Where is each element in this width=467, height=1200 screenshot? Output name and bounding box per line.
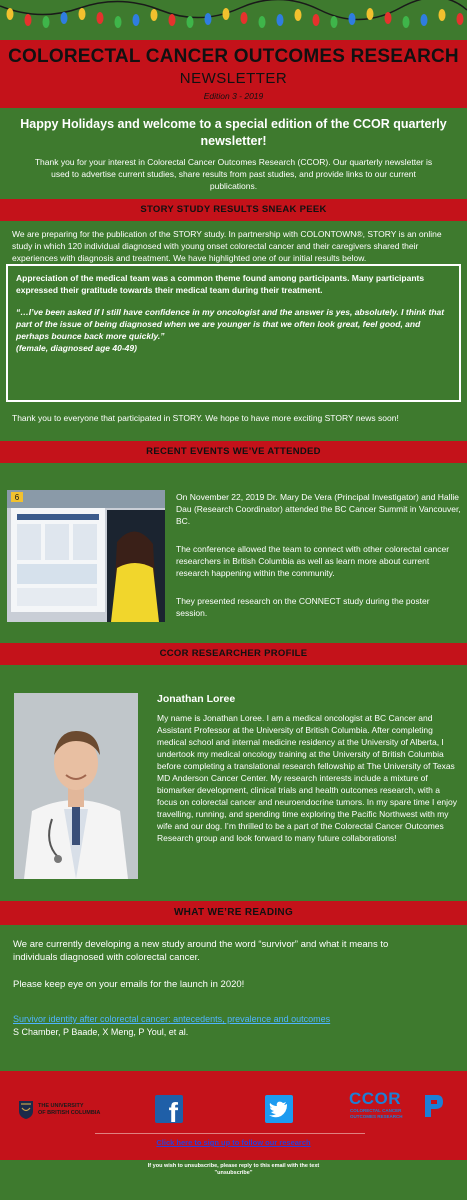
christmas-lights-banner [0, 0, 467, 40]
holiday-greeting: Happy Holidays and welcome to a special edition of the CCOR quarterly newsletter! [20, 117, 447, 148]
footer [0, 1071, 467, 1160]
ubc-logo[interactable] [18, 1100, 128, 1122]
events-p3: They presented research on the CONNECT study during the poster session. [176, 596, 430, 618]
researcher-photo [14, 693, 138, 879]
ubc-crest-icon [18, 1100, 34, 1120]
ccor-logo-text: CCOR [349, 1089, 402, 1108]
reading-heading: WHAT WE’RE READING [0, 901, 467, 925]
quote-box [6, 264, 461, 402]
ubc-line1: THE UNIVERSITY [38, 1103, 84, 1109]
ccor-logo[interactable] [349, 1089, 449, 1125]
story-heading: STORY STUDY RESULTS SNEAK PEEK [0, 199, 467, 221]
events-p2: The conference allowed the team to connect with other colorectal cancer researchers in British Columbia as well as learn more about current research happening within the community. [176, 544, 450, 578]
quote-lead: Appreciation of the medical team was a common theme found among participants. Many participants expressed their gratitude towards their medical team during their treatment. [16, 273, 425, 295]
quote-attribution: (female, diagnosed age 40-49) [16, 343, 137, 353]
reading-p2: Please keep eye on your emails for the launch in 2020! [13, 979, 245, 990]
researcher-image [14, 693, 138, 879]
newsletter-header [0, 40, 467, 108]
newsletter-title: COLORECTAL CANCER OUTCOMES RESEARCH [8, 46, 459, 67]
ccor-sub2: OUTCOMES RESEARCH [350, 1113, 403, 1119]
ccor-sub1: COLORECTAL CANCER [350, 1108, 402, 1113]
facebook-icon[interactable] [155, 1095, 183, 1123]
events-heading: RECENT EVENTS WE’VE ATTENDED [0, 441, 467, 463]
profile-heading: CCOR RESEARCHER PROFILE [0, 643, 467, 665]
participant-quote: “…I’ve been asked if I still have confidence in my oncologist and the answer is yes, absolutely. I think that part of the issue of being diagnosed when we are younger is that we often look great, feel good, and perhaps bounce back more quickly.” [16, 307, 445, 341]
researcher-bio: My name is Jonathan Loree. I am a medical oncologist at BC Cancer and Assistant Professor at the University of British Columbia. After completing medical school and internal medicine residency at the University of Alberta, I undertook my medical oncology training at the University of British Columbia before completing a translational research fellowship at The University of Texas MD Anderson Cancer Center. My research interests include a mixture of biomarker development, clinical trials and health outcomes research, with a focus on colorectal cancer and neuroendocrine tumors. In my spare time I enjoy travelling, running, and spending time exploring the Pacific Northwest with my wife and our dog. I’m thrilled to be a part of the Colorectal Cancer Outcomes Research group and look forward to many future collaborations! [157, 713, 458, 843]
ubc-line2: OF BRITISH COLUMBIA [38, 1110, 101, 1116]
researcher-name: Jonathan Loree [157, 693, 236, 705]
twitter-bird-icon [265, 1095, 293, 1123]
twitter-icon[interactable] [265, 1095, 293, 1123]
reading-p1: We are currently developing a new study around the word “survivor” and what it means to individuals diagnosed with colorectal cancer. [13, 939, 389, 963]
newsletter-subtitle: NEWSLETTER [179, 70, 288, 87]
conference-image [7, 490, 165, 622]
unsubscribe-note [0, 1163, 467, 1177]
unsubscribe-line1: If you wish to unsubscribe, please reply to this email with the text [147, 1163, 320, 1169]
article-link[interactable]: Survivor identity after colorectal cancer: antecedents, prevalence and outcomes [13, 1014, 331, 1024]
intro-section [0, 108, 467, 192]
edition-label: Edition 3 - 2019 [203, 91, 264, 101]
poster-number-badge: 6 [14, 493, 20, 502]
events-p1: On November 22, 2019 Dr. Mary De Vera (Principal Investigator) and Hallie Dau (Research Coordinator) attended the BC Cancer Summit in Vancouver, BC. [176, 492, 461, 526]
intro-text: Thank you for your interest in Colorectal Cancer Outcomes Research (CCOR). Our quarterly newsletter is used to advertise current studies, share results from past studies, and provide links to our current publications. [34, 157, 433, 191]
story-paragraph: We are preparing for the publication of the STORY study. In partnership with COLONTOWN®, STORY is an online study in which 120 individual diagnosed with young onset colorectal cancer and their caregivers shared their experiences with diagnosis and treatment. We have highlighted one of our initial results below. [12, 229, 442, 263]
footer-divider [95, 1133, 365, 1134]
ccor-mark-icon [421, 1093, 445, 1119]
conference-photo [7, 490, 165, 622]
signup-link[interactable]: Click here to sign up to follow our research [156, 1138, 311, 1147]
story-thanks: Thank you to everyone that participated in STORY. We hope to have more exciting STORY news soon! [12, 413, 399, 423]
unsubscribe-line2: "unsubscribe" [214, 1170, 253, 1176]
facebook-glyph: f [168, 1097, 178, 1123]
article-authors: S Chamber, P Baade, X Meng, P Youl, et al. [13, 1027, 189, 1037]
